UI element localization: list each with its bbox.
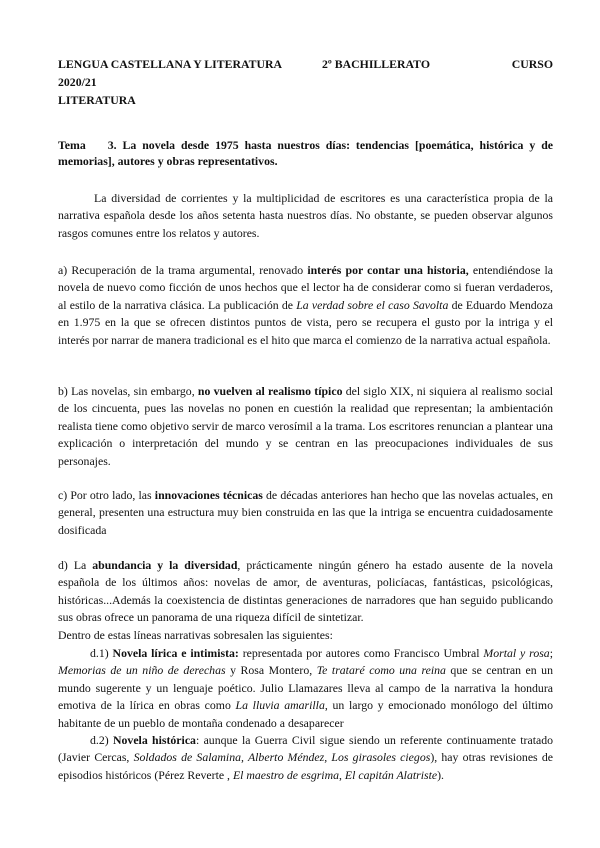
point-a-paragraph <box>58 262 553 349</box>
work-title: El maestro de esgrima <box>232 767 340 782</box>
text-run: entendiéndose la novela de nuevo como ficción de unos hechos que el lector ha de considerar como si fueran verdaderos, al estilo de la narrativa clásica. La publicación de <box>58 263 553 312</box>
header-subject: LENGUA CASTELLANA Y LITERATURA <box>58 57 283 71</box>
text-run: d) La <box>58 558 93 572</box>
text-run: de décadas anteriores han hecho que las novelas actuales, en general, presenten una estructura muy bien construida en las que la intriga se encuentra cuidadosamente dosificada <box>58 488 554 537</box>
work-title: La verdad sobre el caso Savolta <box>296 297 449 312</box>
text-run: del siglo XIX, ni siquiera al realismo social de los cincuenta, pues las novelas no ponen en cuestión la realidad que representan; la ambientación realista tiene como objetivo servir de marco verosímil a la trama. Los escritores renuncian a plantear una explicación o interpretación del mundo y se centran en las preocupaciones individuales de sus personajes. <box>58 384 553 468</box>
work-title: Te trataré como una reina <box>316 663 446 678</box>
d2-paragraph <box>58 732 553 784</box>
text-run: ; <box>549 646 553 660</box>
topic-title: La novela desde 1975 hasta nuestros días: tendencias [poemática, histórica y de memorias], autores y obras representativos. <box>58 138 553 168</box>
topic-label: Tema <box>58 138 86 152</box>
header-year: 2020/21 <box>58 75 97 89</box>
bold-run: Novela histórica <box>113 733 196 747</box>
text-run: ). <box>437 767 444 782</box>
work-title: Soldados de Salamina, Alberto Méndez, Los girasoles ciegos <box>133 750 431 765</box>
lines-intro: Dentro de estas líneas narrativas sobresalen las siguientes: <box>58 628 333 642</box>
text-run: b) Las novelas, sin embargo, <box>58 384 198 398</box>
text-run: ), hay otras revisiones de episodios históricos (Pérez Reverte , <box>58 750 554 782</box>
header-course-label: CURSO <box>511 57 553 71</box>
header-row <box>58 55 553 73</box>
work-title: Memorias de un niño de derechas <box>58 663 226 678</box>
work-title: La lluvia amarilla <box>235 698 325 713</box>
bold-run: interés por contar una historia, <box>307 263 469 277</box>
intro-paragraph: La diversidad de corrientes y la multiplicidad de escritores es una característica propia de la narrativa española desde los años setenta hasta nuestros días. No obstante, se pueden observar algunos rasgos comunes entre los relatos y autores. <box>58 191 553 240</box>
d1-paragraph <box>58 645 553 732</box>
bold-run: Novela lírica e intimista: <box>112 646 239 660</box>
work-title: El capitán Alatriste <box>344 767 438 782</box>
text-run: c) Por otro lado, las <box>58 488 155 502</box>
point-c-paragraph <box>58 487 553 539</box>
text-run: , <box>339 767 345 782</box>
point-d-paragraph <box>58 557 553 627</box>
text-run: y Rosa Montero, <box>225 663 317 678</box>
text-run: , prácticamente ningún género ha estado ausente de la novela española de los últimos años: novelas de amor, de aventuras, policíacas, fantásticas, psicológicas, históricas...Además la coexistencia de distintas generaciones de narradores que han seguido publicando sus obras ofrece un panorama de una riqueza difícil de sintetizar. <box>58 558 553 625</box>
work-title: Mortal y rosa <box>483 646 550 660</box>
bold-run: no vuelven al realismo típico <box>197 384 343 398</box>
point-b-paragraph <box>58 383 553 470</box>
text-run: que se centran en un mundo sugerente y un lenguaje poético. Julio Llamazares lleva al campo de la narrativa la hondura emotiva de la lírica en obras como <box>58 663 553 713</box>
bold-run: innovaciones técnicas <box>154 488 263 502</box>
text-run: d.1) <box>90 646 113 660</box>
topic-number: 3. <box>107 138 117 152</box>
text-run: a) Recuperación de la trama argumental, renovado <box>58 263 308 277</box>
text-run: representada por autores como Francisco Umbral <box>238 646 484 660</box>
text-run: de Eduardo Mendoza en 1.975 en la que se ofrecen distintos puntos de vista, pero se recupera el gusto por la intriga y el interés por narrar de manera tradicional es el hito que marca el comienzo de la narrativa actual española. <box>58 297 553 347</box>
text-run: : aunque la Guerra Civil sigue siendo un referente continuamente tratado (Javier Cercas, <box>58 733 554 765</box>
text-run: , un largo y emocionado monólogo del último habitante de un pueblo de montaña condenado a desaparecer <box>58 698 553 730</box>
header-section: LITERATURA <box>58 93 136 107</box>
text-run: d.2) <box>90 733 113 747</box>
bold-run: abundancia y la diversidad <box>92 558 238 572</box>
topic-heading <box>58 137 553 169</box>
header-level: 2º BACHILLERATO <box>322 57 431 71</box>
